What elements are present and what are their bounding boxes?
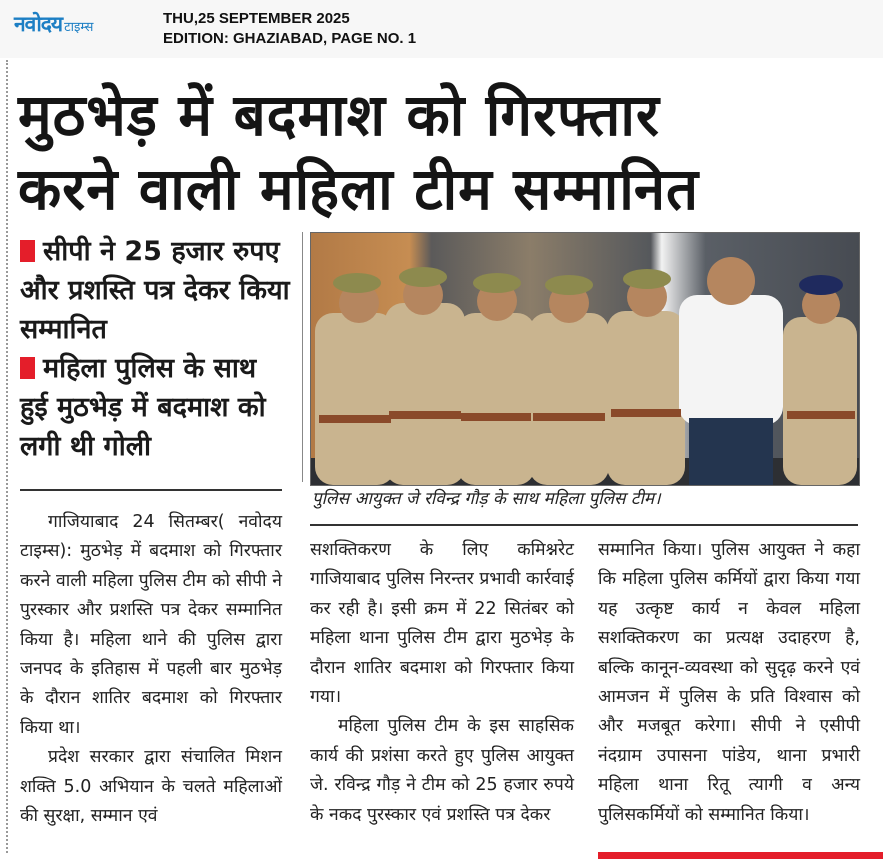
page-header-bar (0, 0, 883, 58)
column-divider (302, 232, 303, 482)
article-paragraph: प्रदेश सरकार द्वारा संचालित मिशन शक्ति 5.0 अभियान के चलते महिलाओं की सुरक्षा, सम्मान एवं (20, 747, 282, 827)
date-line: THU,25 SEPTEMBER 2025 (163, 10, 350, 27)
highlight-item (20, 232, 290, 349)
highlight-text: सीपी ने 25 हजार रुपए और प्रशस्ति पत्र देकर किया सम्मानित (20, 236, 290, 345)
dotted-margin-divider (6, 60, 8, 853)
logo-main-text: नवोदय (14, 12, 63, 36)
highlight-text: महिला पुलिस के साथ हुई मुठभेड़ में बदमाश को लगी थी गोली (20, 353, 266, 462)
article-column-3 (598, 536, 860, 830)
article-headline (18, 78, 843, 226)
edition-info (163, 9, 416, 49)
article-paragraph: सम्मानित किया। पुलिस आयुक्त ने कहा कि महिला पुलिस कर्मियों द्वारा किया गया यह उत्कृष्ट कार्य न केवल महिला सशक्तिकरण का प्रत्यक्ष उदाहरण है, बल्कि कानून-व्यवस्था को सुदृढ़ करने एवं आमजन में पुलिस के प्रति विश्वास को और मजबूत करेगा। सीपी ने एसीपी नंदग्राम उपासना पांडेय, थाना प्रभारी महिला थाना रितू त्यागी व अन्य पुलिसकर्मियों को सम्मानित किया। (598, 540, 860, 825)
article-paragraph: महिला पुलिस टीम के इस साहसिक कार्य की प्रशंसा करते हुए पुलिस आयुक्त जे. रविन्द्र गौड़ ने टीम को 25 हजार रुपये के नकद पुरस्कार एवं प्रशस्ति पत्र देकर (310, 716, 574, 825)
red-square-bullet-icon (20, 357, 35, 379)
article-column-2 (310, 536, 574, 830)
headline-line-2: करने वाली महिला टीम सम्मानित (18, 155, 700, 223)
article-column-1 (20, 508, 282, 831)
section-rule (20, 489, 282, 491)
highlight-item (20, 349, 290, 466)
article-photo (310, 232, 860, 486)
logo-sub-text: टाइम्स (64, 20, 94, 35)
article-paragraph: सशक्तिकरण के लिए कमिश्नरेट गाजियाबाद पुलिस निरन्तर प्रभावी कार्रवाई कर रही है। इसी क्रम में 22 सितंबर को महिला थाना पुलिस टीम द्वारा मुठभेड़ के दौरान शातिर बदमाश को गिरफ्तार किया गया। (310, 540, 574, 708)
newspaper-logo (14, 10, 93, 38)
edition-line: EDITION: GHAZIABAD, PAGE NO. 1 (163, 30, 417, 47)
police-team-photo-icon (311, 233, 859, 485)
headline-line-1: मुठभेड़ में बदमाश को गिरफ्तार (18, 81, 660, 149)
article-paragraph: गाजियाबाद 24 सितम्बर( नवोदय टाइम्स): मुठभेड़ में बदमाश को गिरफ्तार करने वाली महिला पुलिस टीम को सीपी ने पुरस्कार और प्रशस्ति पत्र देकर सम्मानित किया है। महिला थाने की पुलिस द्वारा जनपद के इतिहास में पहली बार मुठभेड़ के दौरान शातिर बदमाश को गिरफ्तार किया था। (20, 512, 282, 738)
photo-caption: पुलिस आयुक्त जे रविन्द्र गौड़ के साथ महिला पुलिस टीम। (312, 489, 661, 509)
highlights-list (20, 232, 290, 466)
red-accent-bar (598, 852, 883, 859)
section-rule (310, 524, 858, 526)
red-square-bullet-icon (20, 240, 35, 262)
